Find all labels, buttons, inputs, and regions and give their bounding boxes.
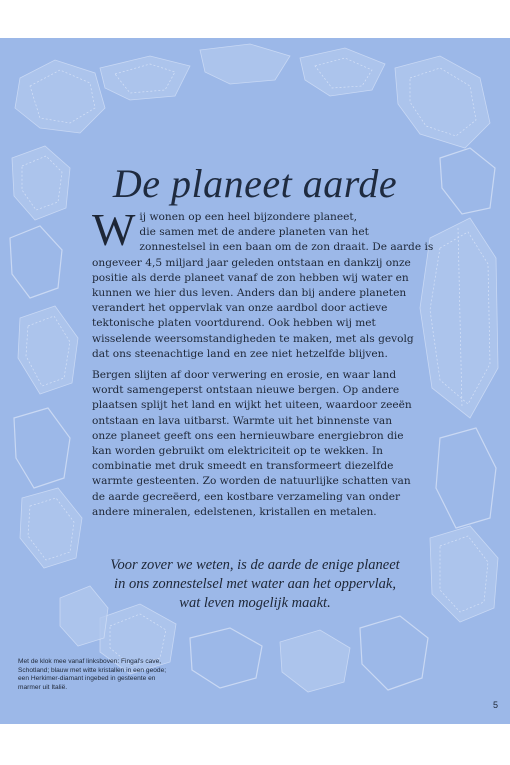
text-line: dat ons steenachtige land en zee niet hetzelfde blijven. xyxy=(92,347,388,360)
caption-line: marmer uit Italië. xyxy=(18,683,68,691)
paragraph-1 xyxy=(92,204,434,362)
quote-line: in ons zonnestelsel met water aan het oppervlak, xyxy=(114,576,396,592)
text-line: onze planeet geeft ons een hernieuwbare energiebron die xyxy=(92,429,404,442)
text-line: kunnen we hier dus leven. Anders dan bij andere planeten xyxy=(92,287,407,300)
text-line: wisselende weersomstandigheden te maken, met als gevolg xyxy=(92,332,414,345)
text-line: positie als derde planeet vanaf de zon hebben wij water en xyxy=(92,271,409,284)
body-text xyxy=(92,204,434,526)
page-number: 5 xyxy=(492,700,498,710)
caption-line: een Herkimer-diamant ingebed in gesteente en xyxy=(18,675,156,683)
book-page xyxy=(0,38,510,724)
text-line: ontstaan en lava uitbarst. Warmte uit het binnenste van xyxy=(92,414,393,427)
page-title: De planeet aarde xyxy=(112,161,398,206)
text-line: wordt samengeperst ontstaan nieuwe bergen. Op andere xyxy=(92,384,400,397)
text-line: de aarde gecreëerd, een kostbare verzameling van onder xyxy=(92,490,401,503)
quote-line: wat leven mogelijk maakt. xyxy=(179,595,331,611)
text-line: verandert het oppervlak van onze aardbol door actieve xyxy=(92,302,388,315)
caption-line: Schotland; blauw met witte kristallen in een geode; xyxy=(18,666,167,674)
text-line: combinatie met druk smeedt en transformeert diezelfde xyxy=(92,460,394,473)
text-line: ij wonen op een heel bijzondere planeet, xyxy=(139,211,358,223)
text-line: tektonische platen voortdurend. Ook hebben wij met xyxy=(92,317,376,330)
quote-line: Voor zover we weten, is de aarde de enige planeet xyxy=(110,557,400,573)
image-caption xyxy=(18,658,238,692)
text-line: warmte gesteenten. Zo worden de natuurlijke schatten van xyxy=(92,475,411,488)
text-line: kan worden gebruikt om elektriciteit op te wekken. In xyxy=(92,445,383,458)
text-line: plaatsen splijt het land en wijkt het uiteen, waardoor zeeën xyxy=(92,399,412,412)
text-line: zonnestelsel in een baan om de zon draait. De aarde is xyxy=(139,241,434,254)
text-line: Bergen slijten af door verwering en erosie, en waar land xyxy=(92,369,397,382)
paragraph-2 xyxy=(92,368,424,520)
caption-line: Met de klok mee vanaf linksboven: Fingal's cave, xyxy=(18,658,162,665)
drop-cap: W xyxy=(92,204,136,255)
pull-quote xyxy=(70,556,440,613)
text-line: ongeveer 4,5 miljard jaar geleden ontstaan en dankzij onze xyxy=(92,256,411,269)
text-line: andere mineralen, edelstenen, kristallen en metalen. xyxy=(92,505,377,518)
text-line: die samen met de andere planeten van het xyxy=(139,226,369,239)
